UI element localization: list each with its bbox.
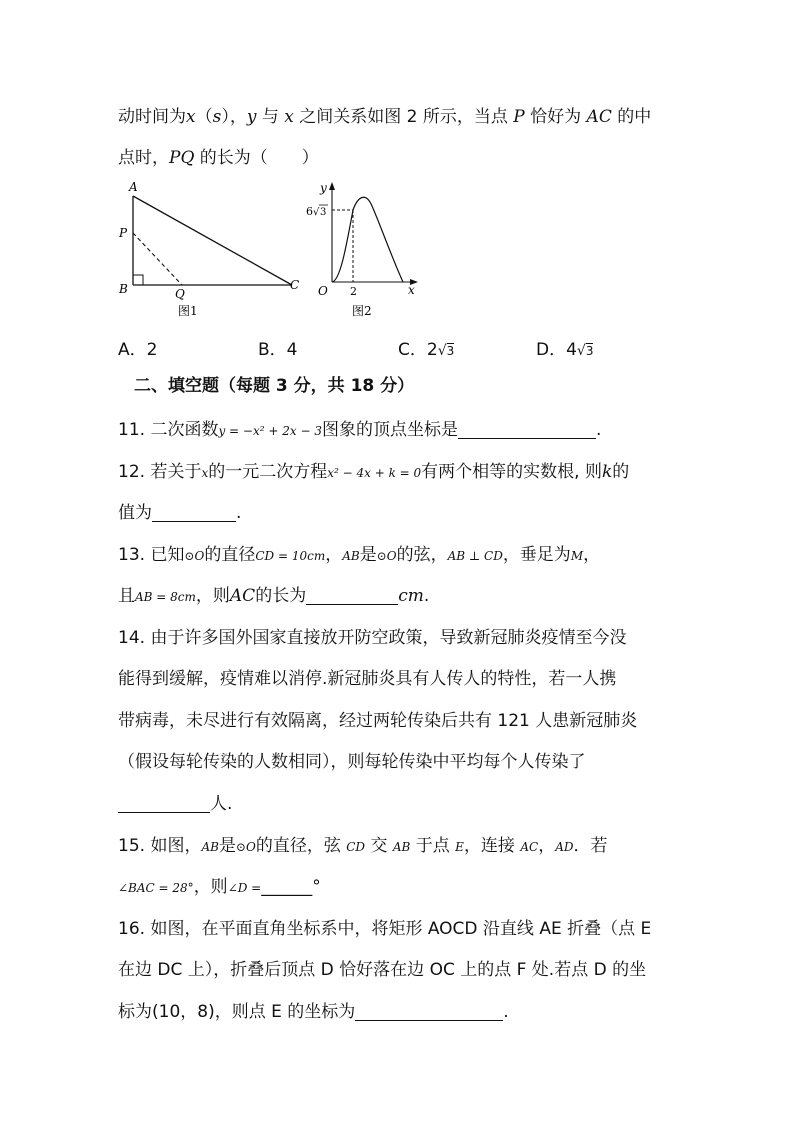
text: 点时， [118, 148, 169, 168]
option-value: 4 [286, 340, 298, 360]
math-x: x [284, 107, 294, 127]
text: 与 [256, 107, 285, 127]
math-E: E [455, 840, 464, 854]
text: 的直径，弦 [255, 836, 347, 856]
question-16-line3 [118, 1000, 509, 1024]
label-P: P [119, 226, 128, 240]
text: 13. 已知 [118, 545, 185, 565]
text: . [595, 420, 602, 440]
q10-line2 [118, 146, 319, 170]
perpendicular-expression: AB ⊥ CD [447, 549, 503, 563]
answer-blank [458, 420, 596, 439]
text: 的中 [611, 107, 652, 127]
question-11 [118, 418, 601, 443]
circle-symbol: ⊙O [376, 549, 397, 563]
answer-blank [355, 1002, 503, 1021]
text: 的 [612, 462, 630, 482]
text: 交 [365, 836, 393, 856]
function-expression: y = −x² + 2x − 3 [218, 424, 322, 438]
math-CD: CD [346, 840, 366, 854]
text: 是 [218, 836, 236, 856]
text: 之间关系如图 2 所示，当点 [293, 107, 514, 127]
text: 15. 如图， [118, 836, 202, 856]
diameter-expression: CD = 10cm [255, 549, 326, 563]
figure-1-triangle [112, 178, 312, 323]
equation: x² − 4x + k = 0 [327, 466, 422, 480]
option-letter: C． [398, 340, 427, 360]
text: ， [538, 836, 556, 856]
sqrt-sign: √ [313, 207, 320, 218]
math-P: P [513, 107, 525, 127]
figure-2-graph [300, 178, 430, 323]
math-x: x [186, 107, 196, 127]
option-letter: B． [258, 340, 287, 360]
section-heading: 二、填空题（每题 3 分，共 18 分） [134, 376, 415, 396]
math-AC: AC [229, 586, 256, 606]
option-coef: 4 [566, 340, 577, 360]
axis-label-x: x [408, 283, 415, 297]
degree-symbol: ° [312, 877, 321, 897]
text: ， [325, 545, 343, 565]
question-16-line1: 16. 如图，在平面直角坐标系中，将矩形 AOCD 沿直线 AE 折叠（点 E [118, 919, 652, 939]
question-14-line4: （假设每轮传染的人数相同），则每轮传染中平均每个人传染了 [118, 752, 586, 772]
text: ，垂足为 [502, 545, 571, 565]
text: 值为 [118, 503, 152, 523]
text: 的长为（ ） [194, 148, 319, 168]
text: 的一元二次方程 [208, 462, 328, 482]
math-PQ: PQ [169, 148, 195, 168]
figure-1-caption: 图1 [178, 304, 198, 318]
math-k: k [601, 462, 613, 482]
text: ，则 [193, 877, 228, 897]
origin-label: O [318, 284, 328, 298]
option-radicand: 3 [446, 344, 455, 358]
unit-cm: cm [398, 586, 424, 606]
option-coef: 2 [426, 340, 438, 360]
math-AB: AB [342, 549, 360, 563]
math-AB: AB [392, 840, 411, 854]
question-14-line5 [118, 792, 232, 816]
label-C: C [290, 278, 300, 292]
text: 于点 [410, 836, 456, 856]
question-14-line2: 能得到缓解，疫情难以消停.新冠肺炎具有人传人的特性，若一人携 [118, 669, 617, 689]
math-M: M [570, 549, 584, 563]
label-Q: Q [175, 287, 185, 301]
math-AC: AC [586, 107, 612, 127]
text: 动时间为 [118, 107, 186, 127]
text: 的直径 [204, 545, 256, 565]
answer-blank: ______ [261, 877, 313, 897]
question-13-line2 [118, 584, 429, 609]
question-14-line3: 带病毒，未尽进行有效隔离，经过两轮传染后共有 121 人患新冠肺炎 [118, 711, 638, 731]
math-y: y [246, 107, 257, 127]
option-d: D．4√3 [536, 340, 594, 360]
text: 的弦， [396, 545, 448, 565]
math-AB: AB [201, 840, 219, 854]
question-15 [118, 834, 608, 859]
question-12-line2 [118, 501, 241, 525]
text: 且 [118, 586, 135, 606]
axis-label-y: y [320, 181, 327, 195]
label-B: B [119, 282, 128, 296]
option-letter: D． [536, 340, 567, 360]
option-radicand: 3 [585, 344, 594, 358]
question-15-line2 [118, 875, 321, 900]
angle-expression: ∠BAC = 28° [118, 881, 194, 895]
option-letter: A． [118, 340, 147, 360]
tick-6: 6 [306, 205, 313, 218]
text: 人. [210, 794, 233, 814]
radicand-3: 3 [320, 207, 327, 218]
math-s: s [212, 107, 222, 127]
text: 图象的顶点坐标是 [321, 420, 458, 440]
answer-blank [152, 503, 236, 522]
circle-symbol: ⊙O [235, 840, 256, 854]
text: 是 [359, 545, 377, 565]
text: ）， [221, 107, 247, 127]
answer-blank [118, 794, 210, 813]
text: ， [583, 545, 601, 565]
question-13 [118, 543, 600, 568]
question-16-line2: 在边 DC 上），折叠后顶点 D 恰好落在边 OC 上的点 F 处.若点 D 的坐 [118, 960, 647, 980]
text: （ [195, 107, 213, 127]
label-A: A [129, 180, 138, 194]
math-x: x [201, 466, 209, 480]
text: 恰好为 [524, 107, 587, 127]
option-c: C．2√3 [398, 340, 455, 360]
text: ，则 [195, 586, 230, 606]
answer-blank [306, 586, 398, 605]
option-value: 2 [146, 340, 158, 360]
option-b [258, 335, 298, 360]
chord-expression: AB = 8cm [135, 590, 196, 604]
text: 11. 二次函数 [118, 420, 219, 440]
text: 有两个相等的实数根, 则 [421, 462, 602, 482]
q10-line1 [118, 105, 651, 129]
text: . [236, 503, 242, 523]
circle-symbol: ⊙O [184, 549, 205, 563]
math-AC: AC [520, 840, 539, 854]
math-AD: AD [555, 840, 574, 854]
text: . [423, 586, 430, 606]
tick-2: 2 [350, 285, 357, 298]
text: 的长为 [255, 586, 307, 606]
text: . [503, 1002, 509, 1022]
question-12 [118, 460, 629, 485]
figure-2-caption: 图2 [352, 304, 372, 318]
text: 12. 若关于 [118, 462, 202, 482]
text: 标为(10，8)，则点 E 的坐标为 [118, 1002, 356, 1022]
text: ．若 [573, 836, 608, 856]
angle-d: ∠D = [227, 881, 262, 895]
text: ，连接 [463, 836, 521, 856]
option-a [118, 335, 157, 360]
question-14-line1: 14. 由于许多国外国家直接放开防空政策，导致新冠肺炎疫情至今没 [118, 628, 627, 648]
